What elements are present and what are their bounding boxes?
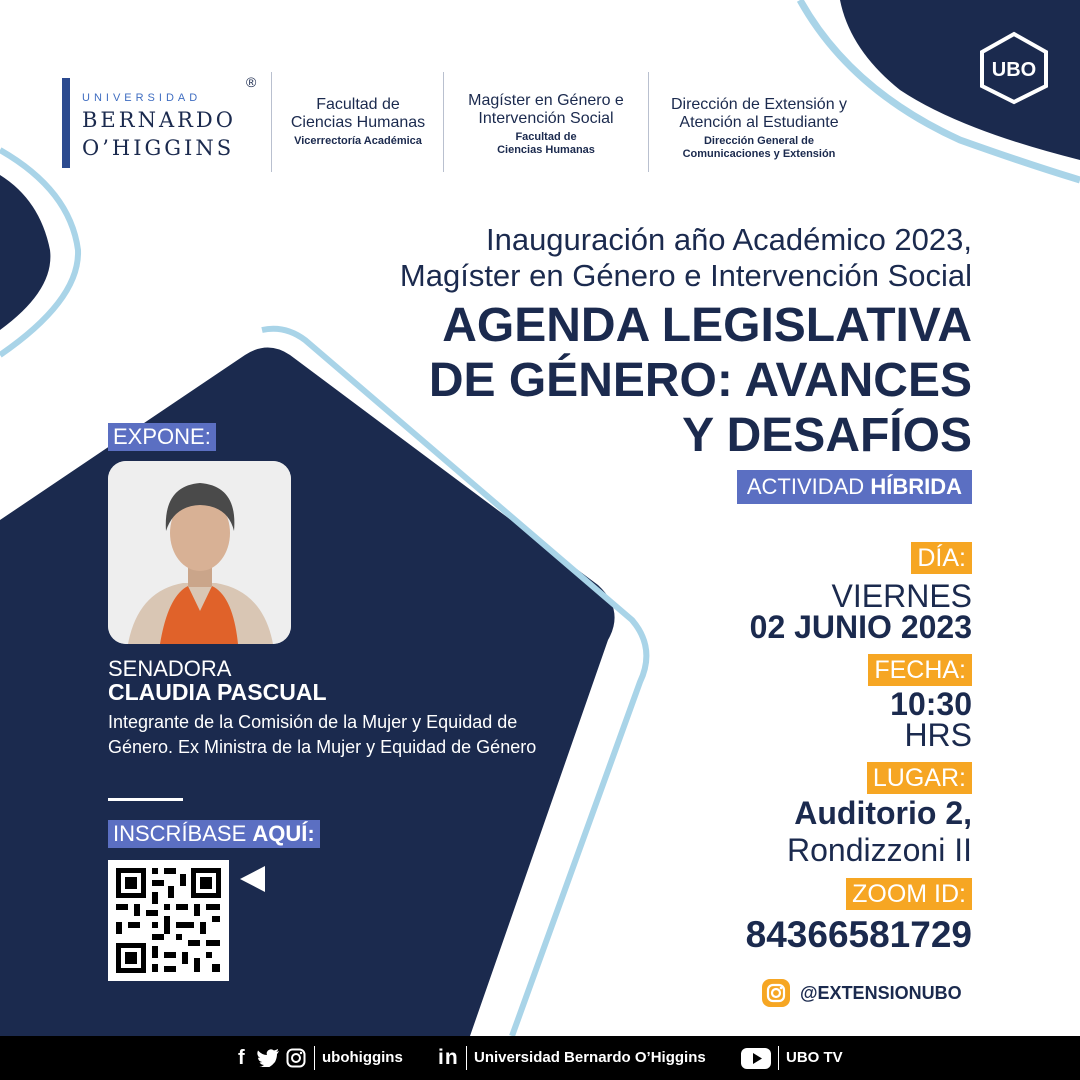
activity-mode-bold: HÍBRIDA (870, 474, 962, 499)
extension-sub-line1: Dirección General de (703, 135, 815, 147)
event-subtitle-line1: Inauguración año Académico 2023, (485, 222, 972, 257)
instagram-icon (762, 979, 790, 1007)
event-subtitle-line2: Magíster en Género e Intervención Social (399, 258, 972, 293)
university-logo-line1: UNIVERSIDAD (82, 92, 202, 104)
speaker-description: Integrante de la Comisión de la Mujer y Equidad de Género. Ex Ministra de la Mujer y Equidad de Género (108, 712, 537, 757)
program-name-line2: Intervención Social (478, 110, 614, 127)
linkedin-icon[interactable]: in (438, 1046, 459, 1069)
speaker-photo (108, 461, 291, 644)
speaker-name: CLAUDIA PASCUAL (108, 679, 327, 705)
zoom-label: ZOOM ID: (846, 878, 972, 910)
place-street: Rondizzoni II (787, 832, 972, 868)
qr-code-icon (108, 860, 229, 981)
day-label: DÍA: (911, 542, 972, 574)
faculty-name-line2: Ciencias Humanas (290, 114, 426, 131)
ubo-hex-logo-text: UBO (991, 59, 1037, 81)
time-label: FECHA: (868, 654, 972, 686)
university-logo-line3: O’HIGGINS (82, 136, 235, 160)
register-label-prefix: INSCRÍBASE (113, 821, 247, 846)
speaker-role: SENADORA (108, 656, 232, 681)
registered-mark: ® (246, 74, 257, 90)
footer-handle[interactable]: ubohiggins (322, 1049, 403, 1066)
event-subtitle (400, 222, 972, 294)
pointer-arrow-icon (240, 866, 265, 892)
footer-separator (778, 1046, 779, 1070)
university-logo (62, 74, 262, 168)
youtube-icon[interactable] (741, 1048, 771, 1069)
footer-linkedin-name[interactable]: Universidad Bernardo O’Higgins (474, 1049, 706, 1066)
header-divider (271, 72, 272, 172)
header-divider (443, 72, 444, 172)
ubo-hex-logo (976, 30, 1052, 106)
university-logo-line2: BERNARDO (82, 108, 236, 132)
activity-mode-badge (737, 470, 972, 504)
social-footer (0, 1036, 1080, 1080)
event-title (429, 298, 972, 463)
extension-name-line1: Dirección de Extensión y (670, 96, 848, 113)
registration-qr-code[interactable] (108, 860, 229, 981)
footer-separator (466, 1046, 467, 1070)
instagram-icon[interactable] (286, 1048, 306, 1068)
zoom-id[interactable]: 84366581729 (745, 914, 972, 955)
speaker-portrait-icon (108, 461, 291, 644)
program-sub-line1: Facultad de (515, 131, 577, 143)
faculty-sub: Vicerrectoría Académica (294, 135, 422, 147)
program-name-line1: Magíster en Género e (468, 92, 624, 109)
activity-mode-prefix: ACTIVIDAD (746, 474, 865, 499)
instagram-handle[interactable]: @EXTENSIONUBO (800, 983, 962, 1003)
faculty-header (280, 96, 436, 148)
facebook-icon[interactable]: f (238, 1047, 245, 1069)
program-header (452, 92, 640, 157)
program-sub-line2: Ciencias Humanas (497, 144, 595, 156)
time-value: 10:30 (890, 686, 972, 722)
register-label-bold: AQUÍ: (252, 821, 315, 846)
event-title-line2: DE GÉNERO: AVANCES (428, 354, 972, 407)
section-divider (108, 798, 183, 801)
event-title-line1: AGENDA LEGISLATIVA (442, 299, 972, 352)
day-value: VIERNES (831, 578, 972, 614)
speaker-label: EXPONE: (108, 423, 216, 451)
twitter-icon[interactable] (256, 1049, 280, 1067)
footer-separator (314, 1046, 315, 1070)
place-value: Auditorio 2, (794, 795, 972, 831)
footer-youtube-name[interactable]: UBO TV (786, 1049, 843, 1066)
register-label (108, 820, 320, 848)
header-divider (648, 72, 649, 172)
event-title-line3: Y DESAFÍOS (682, 409, 972, 462)
place-label: LUGAR: (867, 762, 972, 794)
faculty-name-line1: Facultad de (316, 96, 400, 113)
time-unit: HRS (904, 717, 972, 753)
extension-header (655, 96, 863, 161)
extension-name-line2: Atención al Estudiante (679, 114, 839, 131)
extension-sub-line2: Comunicaciones y Extensión (682, 148, 836, 160)
date-value: 02 JUNIO 2023 (749, 609, 972, 645)
